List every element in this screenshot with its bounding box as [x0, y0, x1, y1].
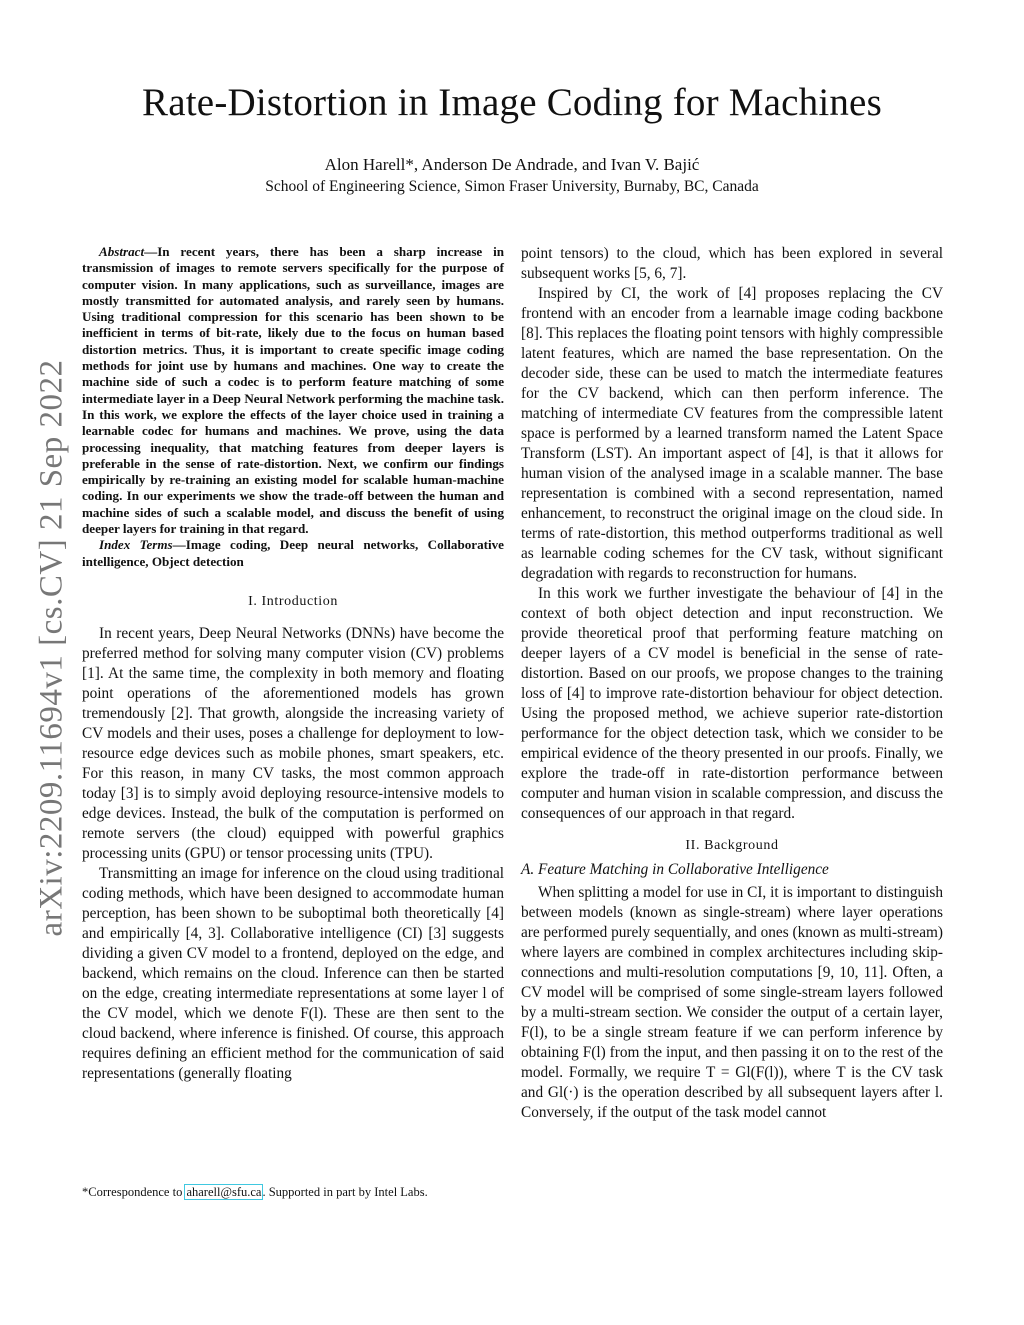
right-paragraph-1: Inspired by CI, the work of [4] proposes replacing the CV frontend with an encoder from a learnable image coding backbone [8]. This replaces the floating point tensors with highly compressible latent features, which are named the base representation. On the decoder side, these can be used to match the intermediate features for the CV backend, which can then perform inference. The matching of intermediate CV features from the compressible latent space is performed by a learned transform named the Latent Space Transform (LST). An important aspect of [4], is that it allows for human vision of the analysed image in a scalable manner. The base representation is combined with a second representation, named enhancement, to reconstruct the original image on the cloud side. In terms of rate-distortion, this method outperforms traditional as well as learnable coding schemes for the CV task, without significant degradation with regards to reconstruction for humans. — [521, 285, 943, 582]
section-heading-background: II. Background — [685, 838, 779, 853]
index-terms-text: —Image coding, Deep neural networks, Collaborative intelligence, Object detection — [82, 537, 504, 569]
paper-title: Rate-Distortion in Image Coding for Machines — [142, 81, 882, 124]
right-column — [521, 244, 943, 1123]
affiliation: School of Engineering Science, Simon Fraser University, Burnaby, BC, Canada — [265, 178, 759, 195]
intro-paragraph-2: Transmitting an image for inference on the cloud using traditional coding methods, which have been designed to accommodate human perception, has been shown to be suboptimal both theoretically [4] and empirically [4, 3]. Collaborative intelligence (CI) [3] suggests dividing a given CV model to a frontend, deployed on the edge, and backend, which remains on the cloud. Inference can then be started on the edge, creating intermediate representations at some layer l of the CV model, which we denote F(l). These are then sent to the cloud backend, where inference is finished. Of course, this approach requires defining an efficient method for the communication of said representations (generally floating — [82, 864, 504, 1082]
abstract-text: —In recent years, there has been a sharp increase in transmission of images to remote servers specifically for the purpose of computer vision. In many applications, such as surveillance, images are mostly transmitted for automated analysis, and rarely seen by humans. Using traditional compression for this scenario has been shown to be inefficient in terms of bit-rate, likely due to the focus on human based distortion metrics. Thus, it is important to create specific image coding methods for joint use by humans and machines. One way to create the machine side of such a codec is to perform feature matching of some intermediate layer in a Deep Neural Network performing the machine task. In this work, we explore the effects of the layer choice used in training a learnable codec for humans and machines. We prove, using the data processing inequality, that matching features from deeper layers is preferable in the sense of rate-distortion. Next, we confirm our findings empirically by re-training an existing model for scalable human-machine coding. In our experiments we show the trade-off between the human and machine sides of such a scalable model, and discuss the benefit of using deeper layers for training in that regard. — [82, 244, 504, 537]
section-heading-introduction: I. Introduction — [248, 593, 338, 609]
footnote — [82, 1185, 504, 1200]
footnote-prefix: *Correspondence to — [82, 1185, 186, 1199]
index-terms — [82, 537, 504, 570]
abstract-label: Abstract — [99, 244, 145, 259]
author-list: Alon Harell*, Anderson De Andrade, and Ivan V. Bajić — [324, 155, 700, 174]
intro-paragraph-1: In recent years, Deep Neural Networks (DNNs) have become the preferred method for solving many computer vision (CV) problems [1]. At the same time, the complexity in both memory and floating point operations of the aforementioned models has grown tremendously [2]. That growth, alongside the increasing variety of CV models and their uses, poses a challenge for deployment to low-resource edge devices such as mobile phones, smart speakers, etc. For this reason, in many CV tasks, the most common approach today [3] is to simply avoid deploying resource-intensive models to edge devices. Instead, the bulk of the computation is performed on remote servers (the cloud) equipped with powerful graphics processing units (GPU) or tensor processing units (TPU). — [82, 624, 504, 862]
right-paragraph-0: point tensors) to the cloud, which has been explored in several subsequent works [5, 6, 7]. — [521, 245, 943, 282]
right-paragraph-2: In this work we further investigate the behaviour of [4] in the context of both object detection and input reconstruction. We provide theoretical proof that performing feature matching on deeper layers of a CV model is beneficial in the sense of rate-distortion. Based on our proofs, we propose changes to the training loss of [4] to improve rate-distortion behaviour for object detection. Using the proposed method, we achieve superior rate-distortion performance for the object detection task, which we consider to be empirical evidence of the theory presented in our proofs. Finally, we explore the trade-off in rate-distortion performance between computer and human vision in scalable compression, and discuss the consequences of our approach in that regard. — [521, 585, 943, 822]
abstract — [82, 244, 504, 537]
index-terms-label: Index Terms — [99, 537, 173, 553]
left-column — [82, 244, 504, 1084]
right-paragraph-3: When splitting a model for use in CI, it is important to distinguish between models (known as single-stream) where layer operations are performed purely sequentially, and ones (known as multi-stream) where layers are combined in complex architectures including skip-connections and multi-resolution computations [9, 10, 11]. Often, a CV model will be comprised of some single-stream layers followed by a multi-stream section. We consider the output of a certain layer, F(l), to be a single stream feature if we can perform inference by obtaining F(l) from the input, and then passing it on to the rest of the model. Formally, we require T = Gl(F(l)), where T is the CV task and Gl(·) is the operation described by all subsequent layers after l. Conversely, if the output of the task model cannot — [521, 884, 943, 1121]
email-link[interactable]: aharell@sfu.ca — [186, 1185, 262, 1199]
subsection-heading-feature-matching: A. Feature Matching in Collaborative Intelligence — [521, 861, 829, 878]
footnote-suffix: . Supported in part by Intel Labs. — [262, 1185, 428, 1199]
arxiv-identifier: arXiv:2209.11694v1 [cs.CV] 21 Sep 2022 — [33, 359, 70, 937]
